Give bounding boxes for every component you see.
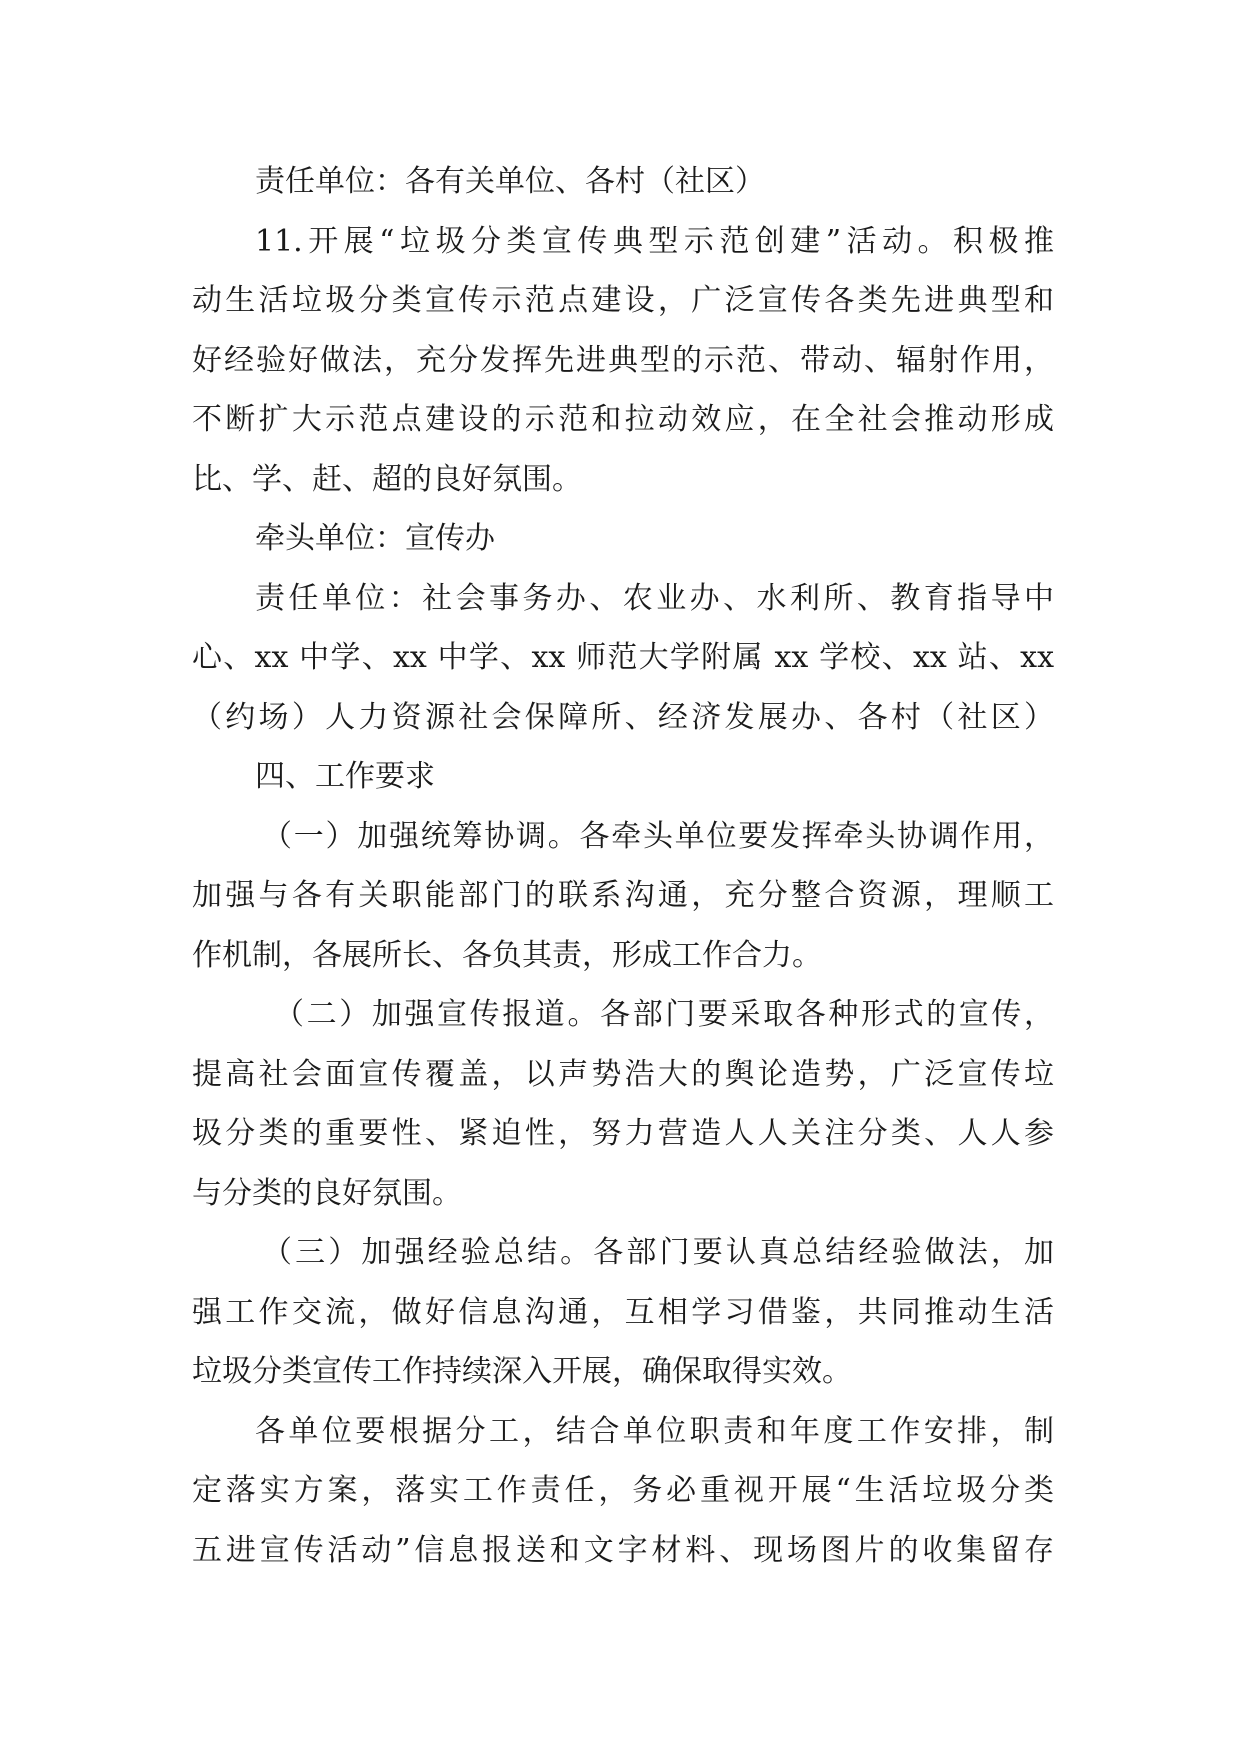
text-line: （三）加强经验总结。各部门要认真总结经验做法，加 (262, 1235, 1054, 1270)
text-line: 加强与各有关职能部门的联系沟通，充分整合资源，理顺工 (192, 878, 1054, 913)
text-line: （二）加强宣传报道。各部门要采取各种形式的宣传， (274, 997, 1054, 1032)
text-line: 责任单位：各有关单位、各村（社区） (255, 164, 765, 199)
text-line: （一）加强统筹协调。各牵头单位要发挥牵头协调作用， (262, 818, 1054, 854)
text-line: 提高社会面宣传覆盖，以声势浩大的舆论造势，广泛宣传垃 (192, 1056, 1054, 1092)
text-line: 定落实方案，落实工作责任，务必重视开展“生活垃圾分类 (192, 1473, 1054, 1508)
text-line: 动生活垃圾分类宣传示范点建设，广泛宣传各类先进典型和 (192, 283, 1054, 318)
section-heading: 四、工作要求 (255, 759, 435, 794)
text-line: 与分类的良好氛围。 (192, 1175, 462, 1211)
text-line: 垃圾分类宣传工作持续深入开展，确保取得实效。 (192, 1354, 852, 1389)
text-line: （约场）人力资源社会保障所、经济发展办、各村（社区） (192, 699, 1054, 735)
text-line: 牵头单位：宣传办 (255, 521, 495, 556)
text-line: 好经验好做法，充分发挥先进典型的示范、带动、辐射作用， (192, 342, 1054, 378)
text-line: 不断扩大示范点建设的示范和拉动效应，在全社会推动形成 (192, 402, 1054, 437)
document-body (192, 152, 1054, 1580)
text-line: 11.开展“垃圾分类宣传典型示范创建”活动。积极推 (255, 223, 1054, 259)
text-line: 圾分类的重要性、紧迫性，努力营造人人关注分类、人人参 (192, 1116, 1054, 1151)
text-line: 责任单位：社会事务办、农业办、水利所、教育指导中 (255, 580, 1054, 616)
text-line: 作机制，各展所长、各负其责，形成工作合力。 (192, 937, 822, 973)
text-line: 比、学、赶、超的良好氛围。 (192, 461, 582, 497)
text-line: 各单位要根据分工，结合单位职责和年度工作安排，制 (255, 1413, 1054, 1449)
text-line: 强工作交流，做好信息沟通，互相学习借鉴，共同推动生活 (192, 1294, 1054, 1330)
text-line: 心、xx 中学、xx 中学、xx 师范大学附属 xx 学校、xx 站、xx (192, 640, 1054, 675)
text-line: 五进宣传活动”信息报送和文字材料、现场图片的收集留存 (192, 1532, 1054, 1568)
